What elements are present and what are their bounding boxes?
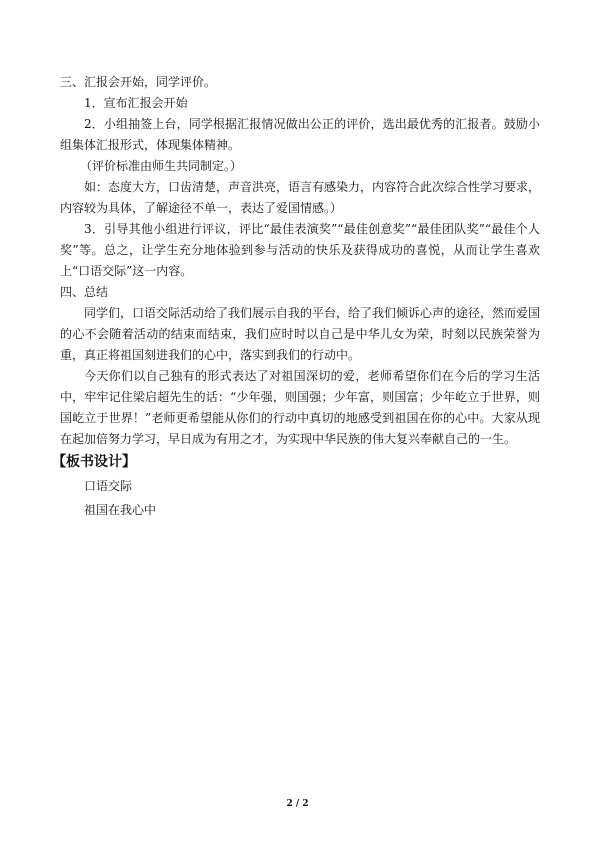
document-body bbox=[52, 72, 541, 522]
section4-heading: 四、总结 bbox=[60, 285, 109, 299]
summary-paragraph-2: 今天你们以自己独有的形式表达了对祖国深切的爱，老师希望你们在今后的学习生活中，牢牢记住梁启超先生的话：“少年强，则国强；少年富，则国富；少年屹立于世界，则国屹立于世界！”老师更希望能从你们的行动中真切的地感受到祖国在你的心中。大家从现在起加倍努力学习，早日成为有用之才，为实现中华民族的伟大复兴奉献自己的一生。 bbox=[60, 369, 540, 446]
section3-heading: 三、汇报会开始，同学评价。 bbox=[60, 75, 217, 89]
criteria-note: （评价标准由师生共同制定。） bbox=[80, 159, 243, 173]
summary-paragraph-1: 同学们，口语交际活动给了我们展示自我的平台，给了我们倾诉心声的途径，然而爱国的心不会随着活动的结束而结束，我们应时时以自己是中华儿女为荣，时刻以民族荣誉为重，真正将祖国刻进我们的心中，落实到我们的行动中。 bbox=[60, 306, 541, 362]
list-item-1: 1．宣布汇报会开始 bbox=[84, 96, 188, 110]
board-design-heading: 【板书设计】 bbox=[52, 454, 136, 470]
list-item-2: 2．小组抽签上台，同学根据汇报情况做出公正的评价，选出最优秀的汇报者。鼓励小组集体汇报形式，体现集体精神。 bbox=[60, 117, 540, 152]
list-item-3: 3．引导其他小组进行评议，评比“最佳表演奖”“最佳创意奖”“最佳团队奖”“最佳个人奖”等。总之，让学生充分地体验到参与活动的快乐及获得成功的喜悦，从而让学生喜欢上“口语交际”这一内容。 bbox=[60, 222, 540, 278]
board-line-2: 祖国在我心中 bbox=[84, 503, 157, 517]
page-number: 2 / 2 bbox=[286, 799, 309, 809]
board-line-1: 口语交际 bbox=[84, 479, 133, 493]
criteria-example: 如：态度大方，口齿清楚，声音洪亮，语言有感染力，内容符合此次综合性学习要求，内容较为具体，了解途径不单一，表达了爱国情感。） bbox=[60, 180, 541, 215]
